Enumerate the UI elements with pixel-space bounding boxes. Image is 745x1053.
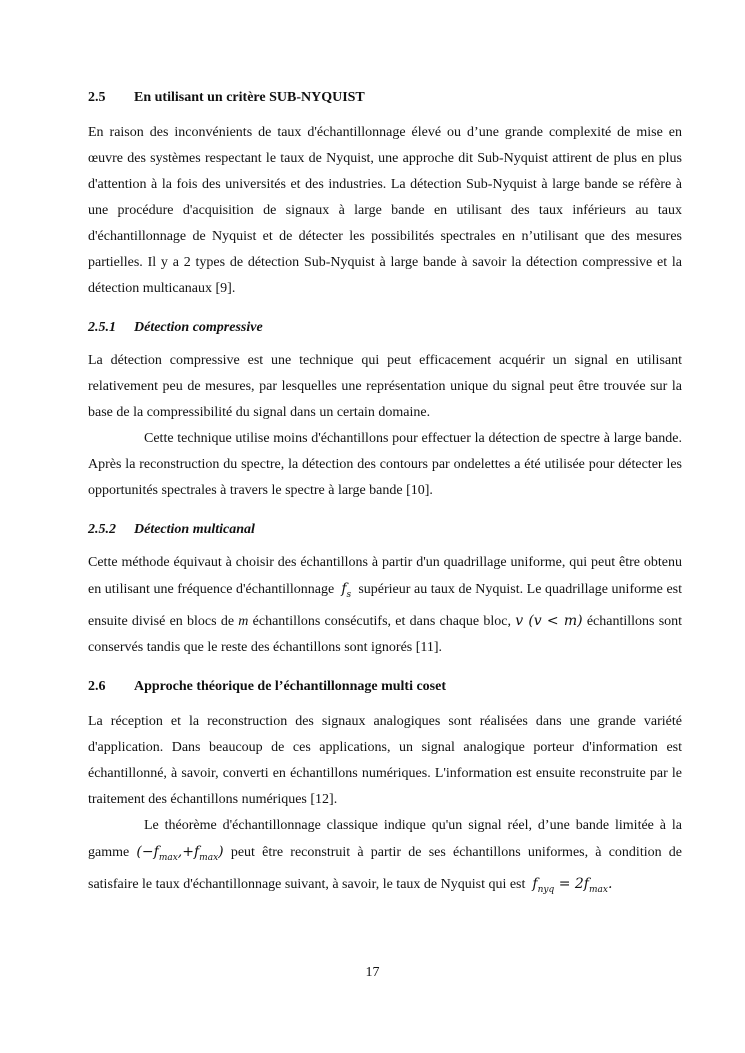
- text-run: peut être reconstruit à partir de ses échantillons uniformes, à condition de satisfaire le taux d'échantillonnage suivant, à savoir, le taux de Nyquist qui est: [88, 844, 683, 892]
- math-nyquist-eq: [532, 875, 613, 895]
- math-sym: .: [607, 875, 613, 892]
- section-heading-2-5-2: [88, 520, 682, 540]
- section-title: Détection compressive: [134, 320, 263, 335]
- paragraph: La détection compressive est une technique qui peut efficacement acquérir un signal en utilisant relativement peu de mesures, par lesquelles une représentation unique du signal peut être trouvée sur la base de la compressibilité du signal dans un certain domaine.: [88, 353, 682, 420]
- math-sub: max: [199, 852, 219, 863]
- math-range: [136, 843, 224, 863]
- math-sub: nyq: [537, 884, 555, 895]
- math-sym: = 2: [554, 875, 584, 892]
- math-fs: [341, 581, 352, 600]
- section-title: En utilisant un critère SUB-NYQUIST: [134, 90, 365, 105]
- math-sub: s: [346, 589, 352, 600]
- paragraph: En raison des inconvénients de taux d'échantillonnage élevé ou d’une grande complexité de mise en œuvre des systèmes respectant le taux de Nyquist, une approche dit Sub-Nyquist attirent de plus en plus d'attention à la fois des universités et des industries. La détection Sub-Nyquist à large bande se réfère à une procédure d'acquisition de signaux à large bande en utilisant des taux inférieurs au taux d'échantillonnage de Nyquist et de détecter les possibilités spectrales en n’utilisant que des mesures partielles. Il y a 2 types de détection Sub-Nyquist à large bande à savoir la détection compressive et la détection multicanaux [9].: [88, 125, 682, 296]
- math-sym: ,+: [177, 843, 194, 860]
- math-var: f: [153, 843, 159, 860]
- paragraph: [88, 550, 682, 661]
- math-var: f: [341, 581, 347, 597]
- text-run: échantillons consécutifs, et dans chaque bloc,: [252, 613, 511, 629]
- paragraph: Cette technique utilise moins d'échantillons pour effectuer la détection de spectre à large bande. Après la reconstruction du spectre, la détection des contours par ondelettes a été utilisée pour détecter les opportunités spectrales à travers le spectre à large bande [10].: [88, 431, 682, 498]
- text-run: Cette méthode équivaut à choisir des échantillons à partir d'un quadrillage uniforme, qui peut être obtenu en utilisant une fréquence d'échantillonnage: [88, 555, 682, 597]
- section-title: Détection multicanal: [134, 522, 255, 537]
- math-sub: max: [588, 884, 608, 895]
- math-var: f: [193, 843, 200, 860]
- text-run: Le théorème d'échantillonnage classique indique qu'un signal réel, d’une bande limitée à la gamme: [88, 817, 682, 860]
- section-number: 2.5.2: [88, 522, 116, 537]
- paragraph: [88, 813, 682, 903]
- text-run: supérieur au taux de Nyquist. Le quadrillage uniforme est ensuite divisé en blocs de: [88, 582, 682, 629]
- math-var: f: [583, 875, 589, 892]
- section-title: Approche théorique de l’échantillonnage multi coset: [134, 678, 447, 694]
- section-heading-2-6: [88, 677, 682, 697]
- text-run: échantillons sont conservés tandis que le reste des échantillons sont ignorés [11].: [88, 613, 683, 655]
- section-heading-2-5: [88, 88, 682, 108]
- math-sym: (−: [136, 843, 154, 860]
- page-number: 17: [365, 965, 380, 980]
- math-var: f: [532, 875, 538, 892]
- paragraph: La réception et la reconstruction des signaux analogiques sont réalisées dans une grande variété d'application. Dans beaucoup de ces applications, un signal analogique porteur d'information est échantillonné, à savoir, converti en échantillons numériques. L'information est ensuite reconstruite par le traitement des échantillons numériques [12].: [88, 713, 682, 807]
- document-page: [88, 88, 682, 902]
- math-sym: ): [218, 843, 224, 860]
- math-sub: max: [158, 852, 178, 863]
- section-number: 2.5: [88, 90, 106, 105]
- math-v-condition: v (v < m): [515, 612, 583, 629]
- math-m: m: [238, 613, 249, 629]
- section-heading-2-5-1: [88, 318, 682, 338]
- section-number: 2.6: [88, 678, 106, 694]
- section-number: 2.5.1: [88, 320, 116, 335]
